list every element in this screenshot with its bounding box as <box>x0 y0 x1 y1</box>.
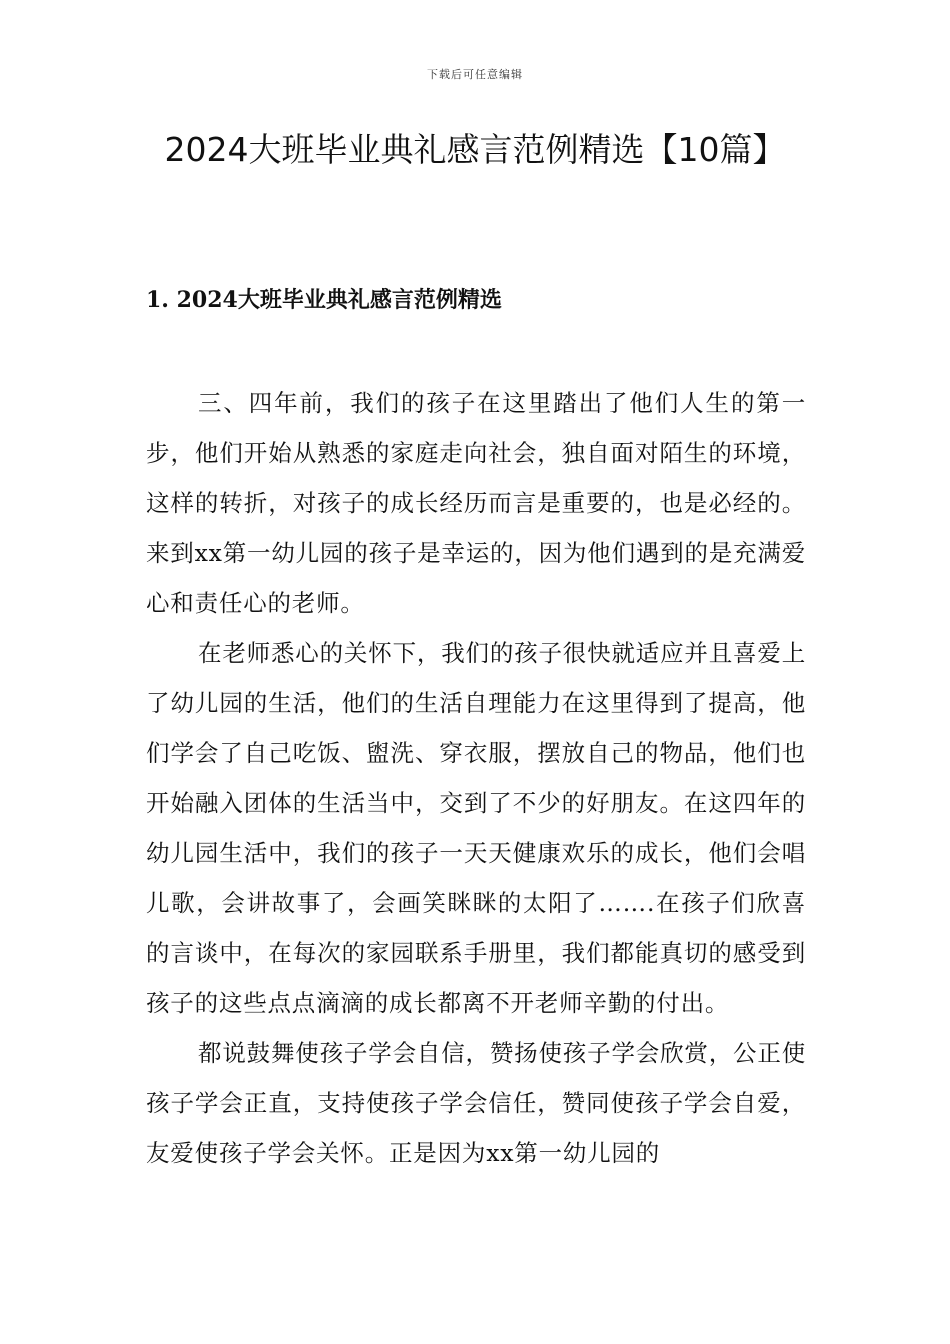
header-note: 下载后可任意编辑 <box>427 68 523 81</box>
document-title: 2024大班毕业典礼感言范例精选【10篇】 <box>164 130 786 169</box>
body-text <box>146 378 806 1178</box>
section-heading: 1. 2024大班毕业典礼感言范例精选 <box>146 287 502 313</box>
paragraph: 都说鼓舞使孩子学会自信，赞扬使孩子学会欣赏，公正使孩子学会正直，支持使孩子学会信任，赞同使孩子学会自爱，友爱使孩子学会关怀。正是因为xx第一幼儿园的 <box>146 1039 806 1167</box>
paragraph: 在老师悉心的关怀下，我们的孩子很快就适应并且喜爱上了幼儿园的生活，他们的生活自理能力在这里得到了提高，他们学会了自己吃饭、盥洗、穿衣服，摆放自己的物品，他们也开始融入团体的生活当中，交到了不少的好朋友。在这四年的幼儿园生活中，我们的孩子一天天健康欢乐的成长，他们会唱儿歌，会讲故事了，会画笑眯眯的太阳了…….在孩子们欣喜的言谈中，在每次的家园联系手册里，我们都能真切的感受到孩子的这些点点滴滴的成长都离不开老师辛勤的付出。 <box>146 639 806 1017</box>
paragraph: 三、四年前，我们的孩子在这里踏出了他们人生的第一步，他们开始从熟悉的家庭走向社会，独自面对陌生的环境，这样的转折，对孩子的成长经历而言是重要的，也是必经的。来到xx第一幼儿园的孩子是幸运的，因为他们遇到的是充满爱心和责任心的老师。 <box>146 389 806 617</box>
